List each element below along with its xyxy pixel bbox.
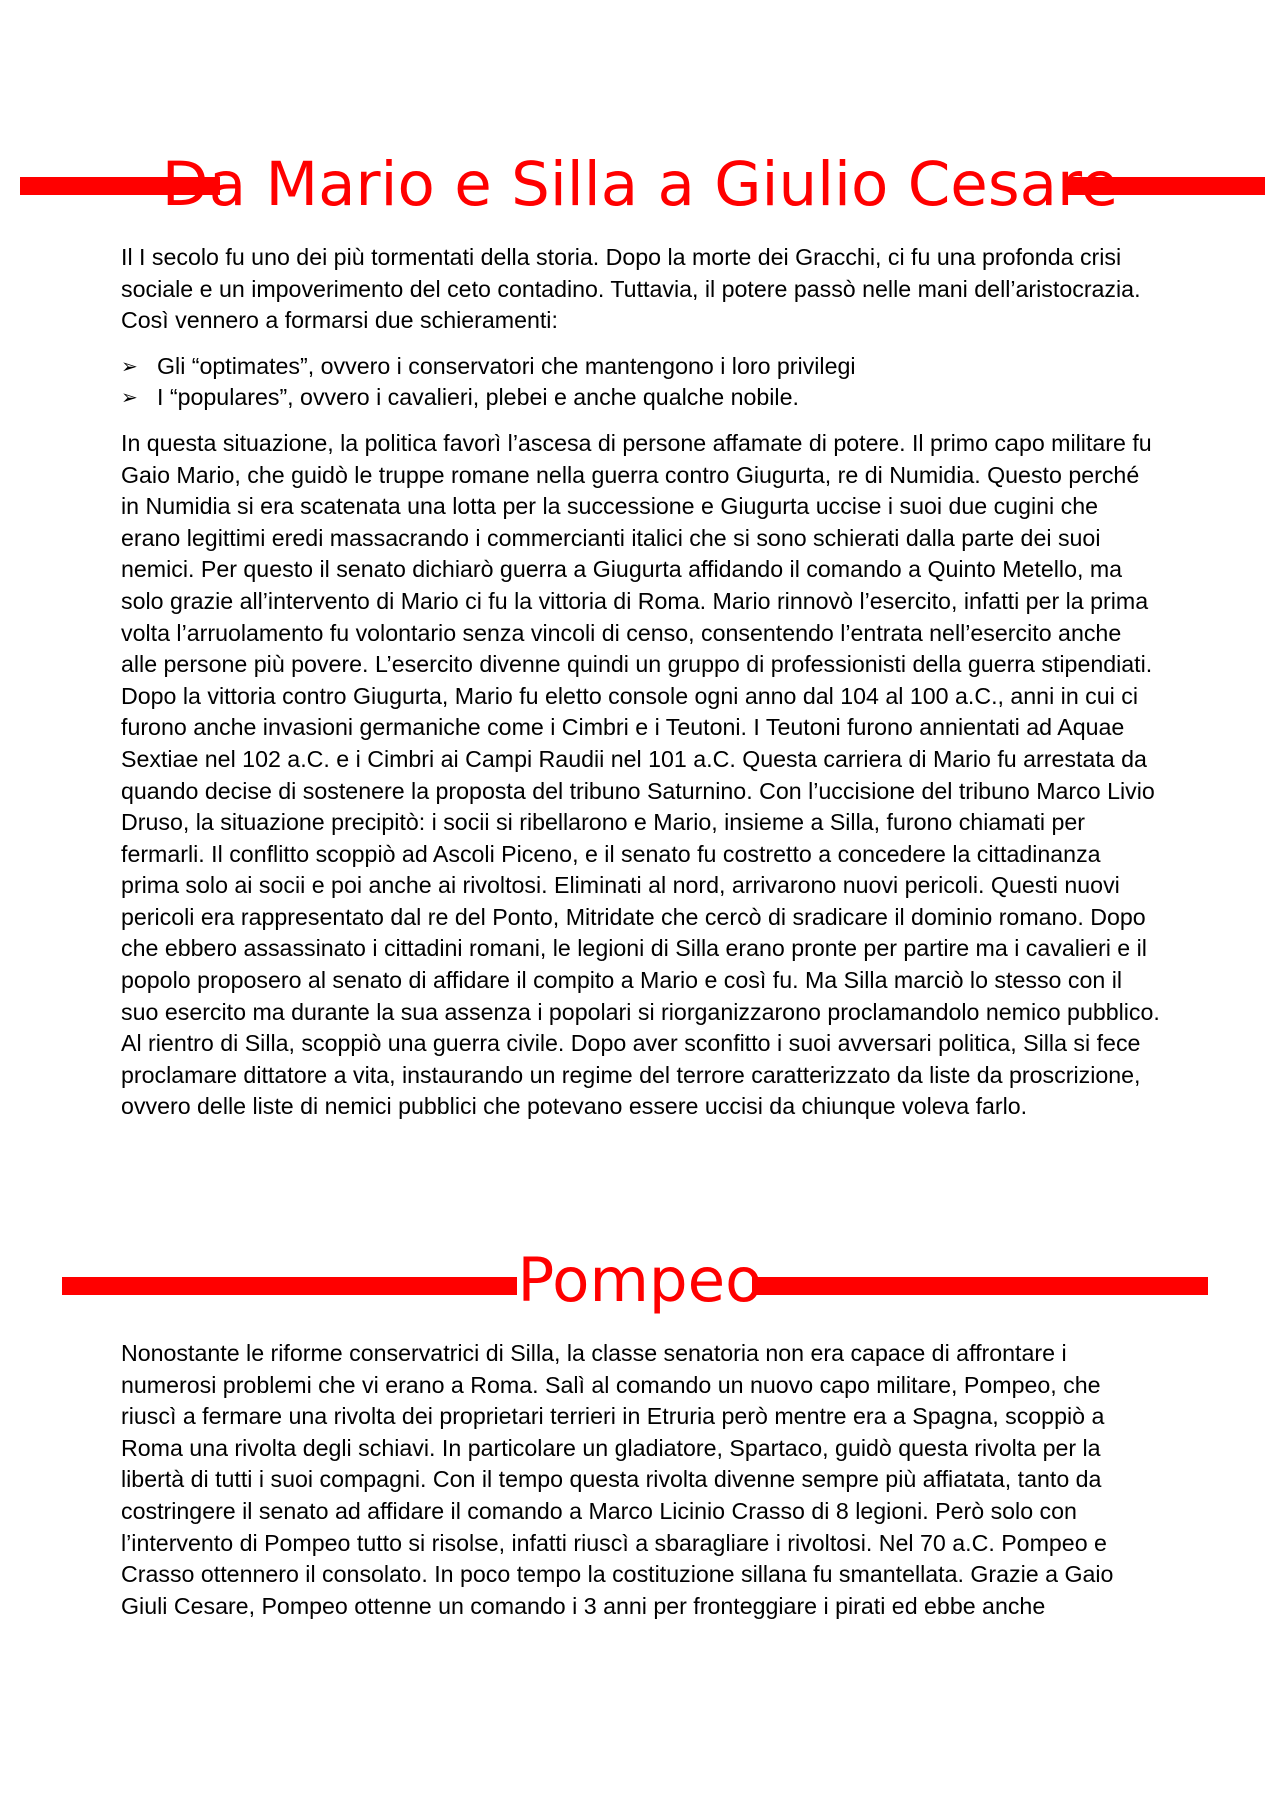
list-item xyxy=(121,351,1161,383)
list-item-text: Gli “optimates”, ovvero i conservatori che mantengono i loro privilegi xyxy=(157,352,856,379)
section-heading-2 xyxy=(0,1246,1280,1326)
section-heading-1 xyxy=(0,150,1280,230)
section-title: Pompeo xyxy=(517,1245,763,1316)
section-1-content xyxy=(121,242,1161,1123)
page-title: Da Mario e Silla a Giulio Cesare xyxy=(161,149,1119,220)
section-2-content xyxy=(121,1338,1161,1622)
intro-paragraph: Il I secolo fu uno dei più tormentati della storia. Dopo la morte dei Gracchi, ci fu una profonda crisi sociale e un impoverimento del ceto contadino. Tuttavia, il potere passò nelle mani dell’aristocrazia. Così vennero a formarsi due schieramenti: xyxy=(121,244,1141,334)
arrowhead-bullet-icon: ➢ xyxy=(121,353,138,378)
arrowhead-bullet-icon: ➢ xyxy=(121,385,138,410)
body-paragraph: In questa situazione, la politica favorì l’ascesa di persone affamate di potere. Il primo capo militare fu Gaio Mario, che guidò le truppe romane nella guerra contro Giugurta, re di Numidia. Questo perché in Numidia si era scatenata una lotta per la successione e Giugurta uccise i suoi due cugini che erano legittimi eredi massacrando i commercianti italici che si sono schierati dalla parte dei suoi nemici. Per questo il senato dichiarò guerra a Giugurta affidando il comando a Quinto Metello, ma solo grazie all’intervento di Mario ci fu la vittoria di Roma. Mario rinnovò l’esercito, infatti per la prima volta l’arruolamento fu volontario senza vincoli di censo, consentendo l’entrata nell’esercito anche alle persone più povere. L’esercito divenne quindi un gruppo di professionisti della guerra stipendiati. Dopo la vittoria contro Giugurta, Mario fu eletto console ogni anno dal 104 al 100 a.C., anni in cui ci furono anche invasioni germaniche come i Cimbri e i Teutoni. I Teutoni furono annientati ad Aquae Sextiae nel 102 a.C. e i Cimbri ai Campi Raudii nel 101 a.C. Questa carriera di Mario fu arrestata da quando decise di sostenere la proposta del tribuno Saturnino. Con l’uccisione del tribuno Marco Livio Druso, la situazione precipitò: i socii si ribellarono e Mario, insieme a Silla, furono chiamati per fermarli. Il conflitto scoppiò ad Ascoli Piceno, e il senato fu costretto a concedere la cittadinanza prima solo ai socii e poi anche ai rivoltosi. Eliminati al nord, arrivarono nuovi pericoli. Questi nuovi pericoli era rappresentato dal re del Ponto, Mitridate che cercò di sradicare il dominio romano. Dopo che ebbero assassinato i cittadini romani, le legioni di Silla erano pronte per partire ma i cavalieri e il popolo proposero al senato di affidare il compito a Mario e così fu. Ma Silla marciò lo stesso con il suo esercito ma durante la sua assenza i popolari si riorganizzarono proclamandolo nemico pubblico. Al rientro di Silla, scoppiò una guerra civile. Dopo aver sconfitto i suoi avversari politica, Silla si fece proclamare dittatore a vita, instaurando un regime del terrore caratterizzato da liste da proscrizione, ovvero delle liste di nemici pubblici che potevano essere uccisi da chiunque voleva farlo. xyxy=(121,429,1160,1120)
bullet-list xyxy=(121,351,1161,414)
body-paragraph: Nonostante le riforme conservatrici di Silla, la classe senatoria non era capace di affrontare i numerosi problemi che vi erano a Roma. Salì al comando un nuovo capo militare, Pompeo, che riuscì a fermare una rivolta dei proprietari terrieri in Etruria però mentre era a Spagna, scoppiò a Roma una rivolta degli schiavi. In particolare un gladiatore, Spartaco, guidò questa rivolta per la libertà di tutti i suoi compagni. Con il tempo questa rivolta divenne sempre più affiatata, tanto da costringere il senato ad affidare il comando a Marco Licinio Crasso di 8 legioni. Però solo con l’intervento di Pompeo tutto si risolse, infatti riuscì a sbaragliare i rivoltosi. Nel 70 a.C. Pompeo e Crasso ottennero il consolato. In poco tempo la costituzione sillana fu smantellata. Grazie a Gaio Giuli Cesare, Pompeo ottenne un comando i 3 anni per fronteggiare i pirati ed ebbe anche xyxy=(121,1340,1114,1619)
list-item-text: I “populares”, ovvero i cavalieri, plebei e anche qualche nobile. xyxy=(157,384,799,411)
list-item xyxy=(121,382,1161,414)
